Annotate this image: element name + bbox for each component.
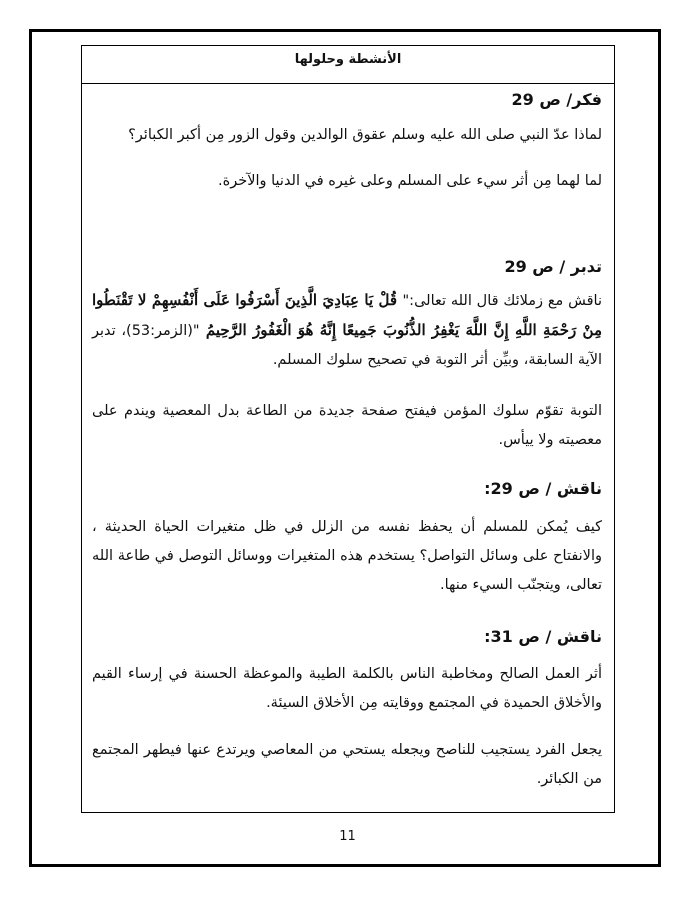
discuss-31-question: أثر العمل الصالح ومخاطبة الناس بالكلمة الطيبة والموعظة الحسنة في إرساء القيم والأخلاق الحميدة في المجتمع ووقايته مِن الأخلاق السيئة. (92, 666, 602, 711)
section-heading-discuss-29: ناقش / ص 29: (484, 479, 602, 498)
table-title: الأنشطة وحلولها (294, 52, 402, 67)
think-question: لماذا عدّ النبي صلى الله عليه وسلم عقوق الوالدين وقول الزور مِن أكبر الكبائر؟ (128, 127, 602, 143)
table-header-row (82, 46, 614, 84)
reflect-after: "(الزمر:53)، تدبر الآية السابقة، وبيِّن أثر التوبة في تصحيح سلوك المسلم. (92, 323, 602, 368)
section-heading-discuss-31: ناقش / ص 31: (484, 627, 602, 646)
section-heading-reflect: تدبر / ص 29 (504, 257, 602, 276)
quran-verse: قُلْ يَا عِبَادِيَ الَّذِينَ أَسْرَفُوا عَلَى أَنْفُسِهِمْ لا تَقْنَطُوا مِنْ رَحْمَةِ اللَّهِ إِنَّ اللَّهَ يَغْفِرُ الذُّنُوبَ جَمِيعًا إِنَّهُ هُوَ الْغَفُورُ الرَّحِيمُ (92, 291, 602, 339)
reflect-question (92, 286, 602, 375)
discuss-29-text: كيف يُمكن للمسلم أن يحفظ نفسه من الزلل في ظل متغيرات الحياة الحديثة ، والانفتاح على وسائل التواصل؟ يستخدم هذه المتغيرات ووسائل التوصل في طاعة الله تعالى، ويتجنّب السيء منها. (92, 519, 602, 593)
page-number: 11 (339, 829, 356, 844)
section-heading-think: فكر/ ص 29 (511, 90, 602, 109)
activities-table (81, 45, 615, 813)
reflect-intro: ناقش مع زملائك قال الله تعالى:" (402, 293, 602, 309)
reflect-answer: التوبة تقوّم سلوك المؤمن فيفتح صفحة جديدة من الطاعة بدل المعصية ويندم على معصيته ولا ييأس. (92, 403, 602, 448)
discuss-31-answer: يجعل الفرد يستجيب للناصح ويجعله يستحي من المعاصي ويرتدع عنها فيطهر المجتمع من الكبائر. (92, 742, 602, 787)
think-answer: لما لهما مِن أثر سيء على المسلم وعلى غيره في الدنيا والآخرة. (218, 173, 602, 189)
